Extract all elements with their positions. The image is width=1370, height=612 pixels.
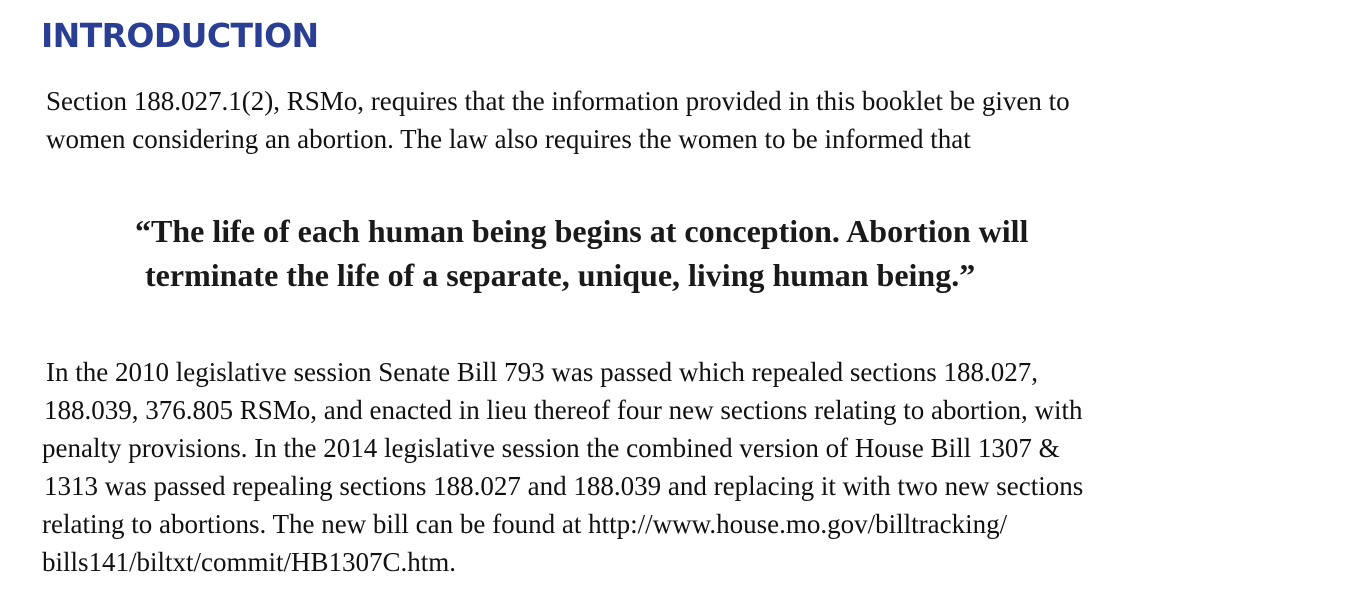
quote-line: “The life of each human being begins at conception. Abortion will: [135, 213, 1029, 249]
section-heading: INTRODUCTION: [41, 16, 319, 55]
history-line: 188.039, 376.805 RSMo, and enacted in lieu thereof four new sections relating to abortion, with: [44, 395, 1083, 425]
history-line: relating to abortions. The new bill can be found at http://www.house.mo.gov/billtracking/: [42, 509, 1008, 539]
intro-line: Section 188.027.1(2), RSMo, requires that the information provided in this booklet be given to: [46, 86, 1070, 116]
quote-line: terminate the life of a separate, unique, living human being.”: [145, 257, 976, 293]
intro-paragraph: [46, 82, 1070, 158]
history-line: penalty provisions. In the 2014 legislative session the combined version of House Bill 1307 &: [42, 433, 1060, 463]
history-line: In the 2010 legislative session Senate Bill 793 was passed which repealed sections 188.027,: [46, 357, 1039, 387]
history-line: 1313 was passed repealing sections 188.027 and 188.039 and replacing it with two new sections: [44, 471, 1084, 501]
intro-line: women considering an abortion. The law also requires the women to be informed that: [46, 124, 971, 154]
history-paragraph: [44, 353, 1083, 581]
history-line: bills141/biltxt/commit/HB1307C.htm.: [42, 547, 457, 577]
